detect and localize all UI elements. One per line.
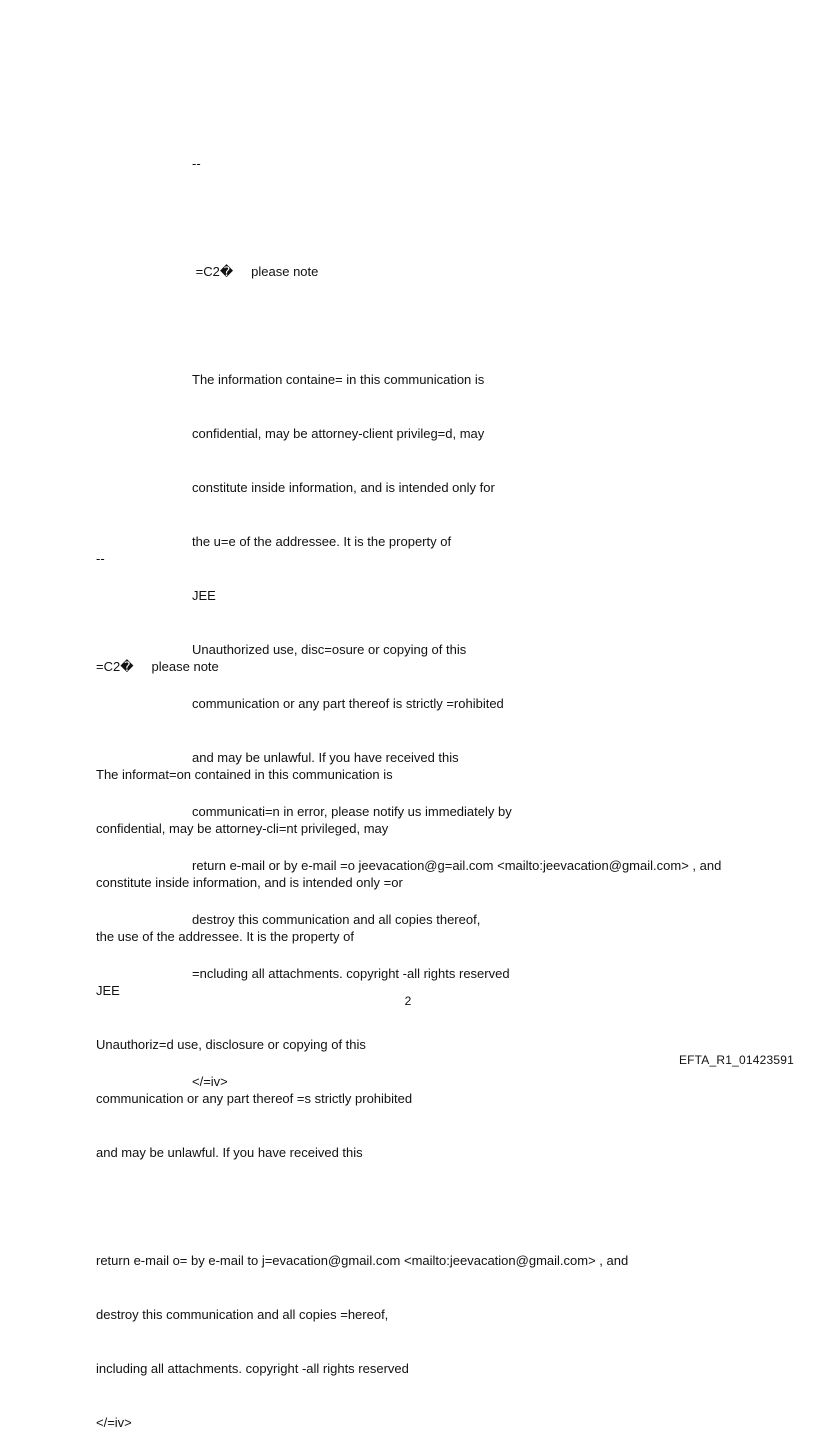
please-note-line xyxy=(96,658,628,676)
blank-line xyxy=(192,209,721,227)
blank-line xyxy=(96,604,628,622)
disclaimer-line: and may be unlawful. If you have received this xyxy=(96,1145,363,1160)
disclaimer-line: Unauthoriz=d use, disclosure or copying of this xyxy=(96,1037,366,1052)
disclaimer-line: including all attachments. copyright -all rights reserved xyxy=(96,1361,409,1376)
disclaimer-line: =ncluding all attachments. copyright -all rights reserved xyxy=(192,966,510,981)
please-note-text: please note xyxy=(251,264,319,279)
disclaimer-line: The informat=on contained in this communication is xyxy=(96,767,393,782)
disclaimer-line: constitute inside information, and is intended only for xyxy=(192,480,495,495)
disclaimer-line: the use of the addressee. It is the property of xyxy=(96,929,354,944)
disclaimer-line: destroy this communication and all copies =hereof, xyxy=(96,1307,389,1322)
encoded-prefix: =C2� xyxy=(192,264,234,279)
html-close-tag: </=iv> xyxy=(96,1415,132,1430)
disclaimer-line: confidential, may be attorney-cli=nt privileged, may xyxy=(96,821,389,836)
bates-identifier: EFTA_R1_01423591 xyxy=(678,1053,794,1067)
disclaimer-line: destroy this communication and all copies thereof, xyxy=(192,912,481,927)
disclaimer-line: return e-mail or by e-mail =o jeevacation@g=ail.com <mailto:jeevacation@gmail.com> , and xyxy=(192,858,722,873)
html-close-tag: </=iv> xyxy=(192,1074,228,1089)
disclaimer-line: communicati=n in error, please notify us immediately by xyxy=(192,804,512,819)
disclaimer-line: The information containe= in this communication is xyxy=(192,372,485,387)
email-disclaimer-block-2 xyxy=(96,514,628,1450)
disclaimer-line: return e-mail o= by e-mail to j=evacation@gmail.com <mailto:jeevacation@gmail.com> , and xyxy=(96,1253,629,1268)
disclaimer-line: JEE xyxy=(96,983,120,998)
disclaimer-line: Unauthorized use, disc=osure or copying of this xyxy=(192,642,467,657)
blank-line xyxy=(192,317,721,335)
please-note-line xyxy=(192,263,721,281)
disclaimer-line: the u=e of the addressee. It is the property of xyxy=(192,534,452,549)
disclaimer-line: communication or any part thereof is strictly =rohibited xyxy=(192,696,504,711)
disclaimer-line: confidential, may be attorney-client privileg=d, may xyxy=(192,426,485,441)
disclaimer-line: communication or any part thereof =s strictly prohibited xyxy=(96,1091,413,1106)
page-number: 2 xyxy=(404,994,412,1008)
separator-dash: -- xyxy=(96,551,105,566)
encoded-prefix: =C2� xyxy=(96,659,134,674)
blank-line xyxy=(96,1198,628,1216)
disclaimer-line: JEE xyxy=(192,588,216,603)
please-note-text: please note xyxy=(151,659,219,674)
separator-dash: -- xyxy=(192,156,201,171)
blank-line xyxy=(96,712,628,730)
disclaimer-line: constitute inside information, and is intended only =or xyxy=(96,875,403,890)
disclaimer-line: and may be unlawful. If you have received this xyxy=(192,750,459,765)
